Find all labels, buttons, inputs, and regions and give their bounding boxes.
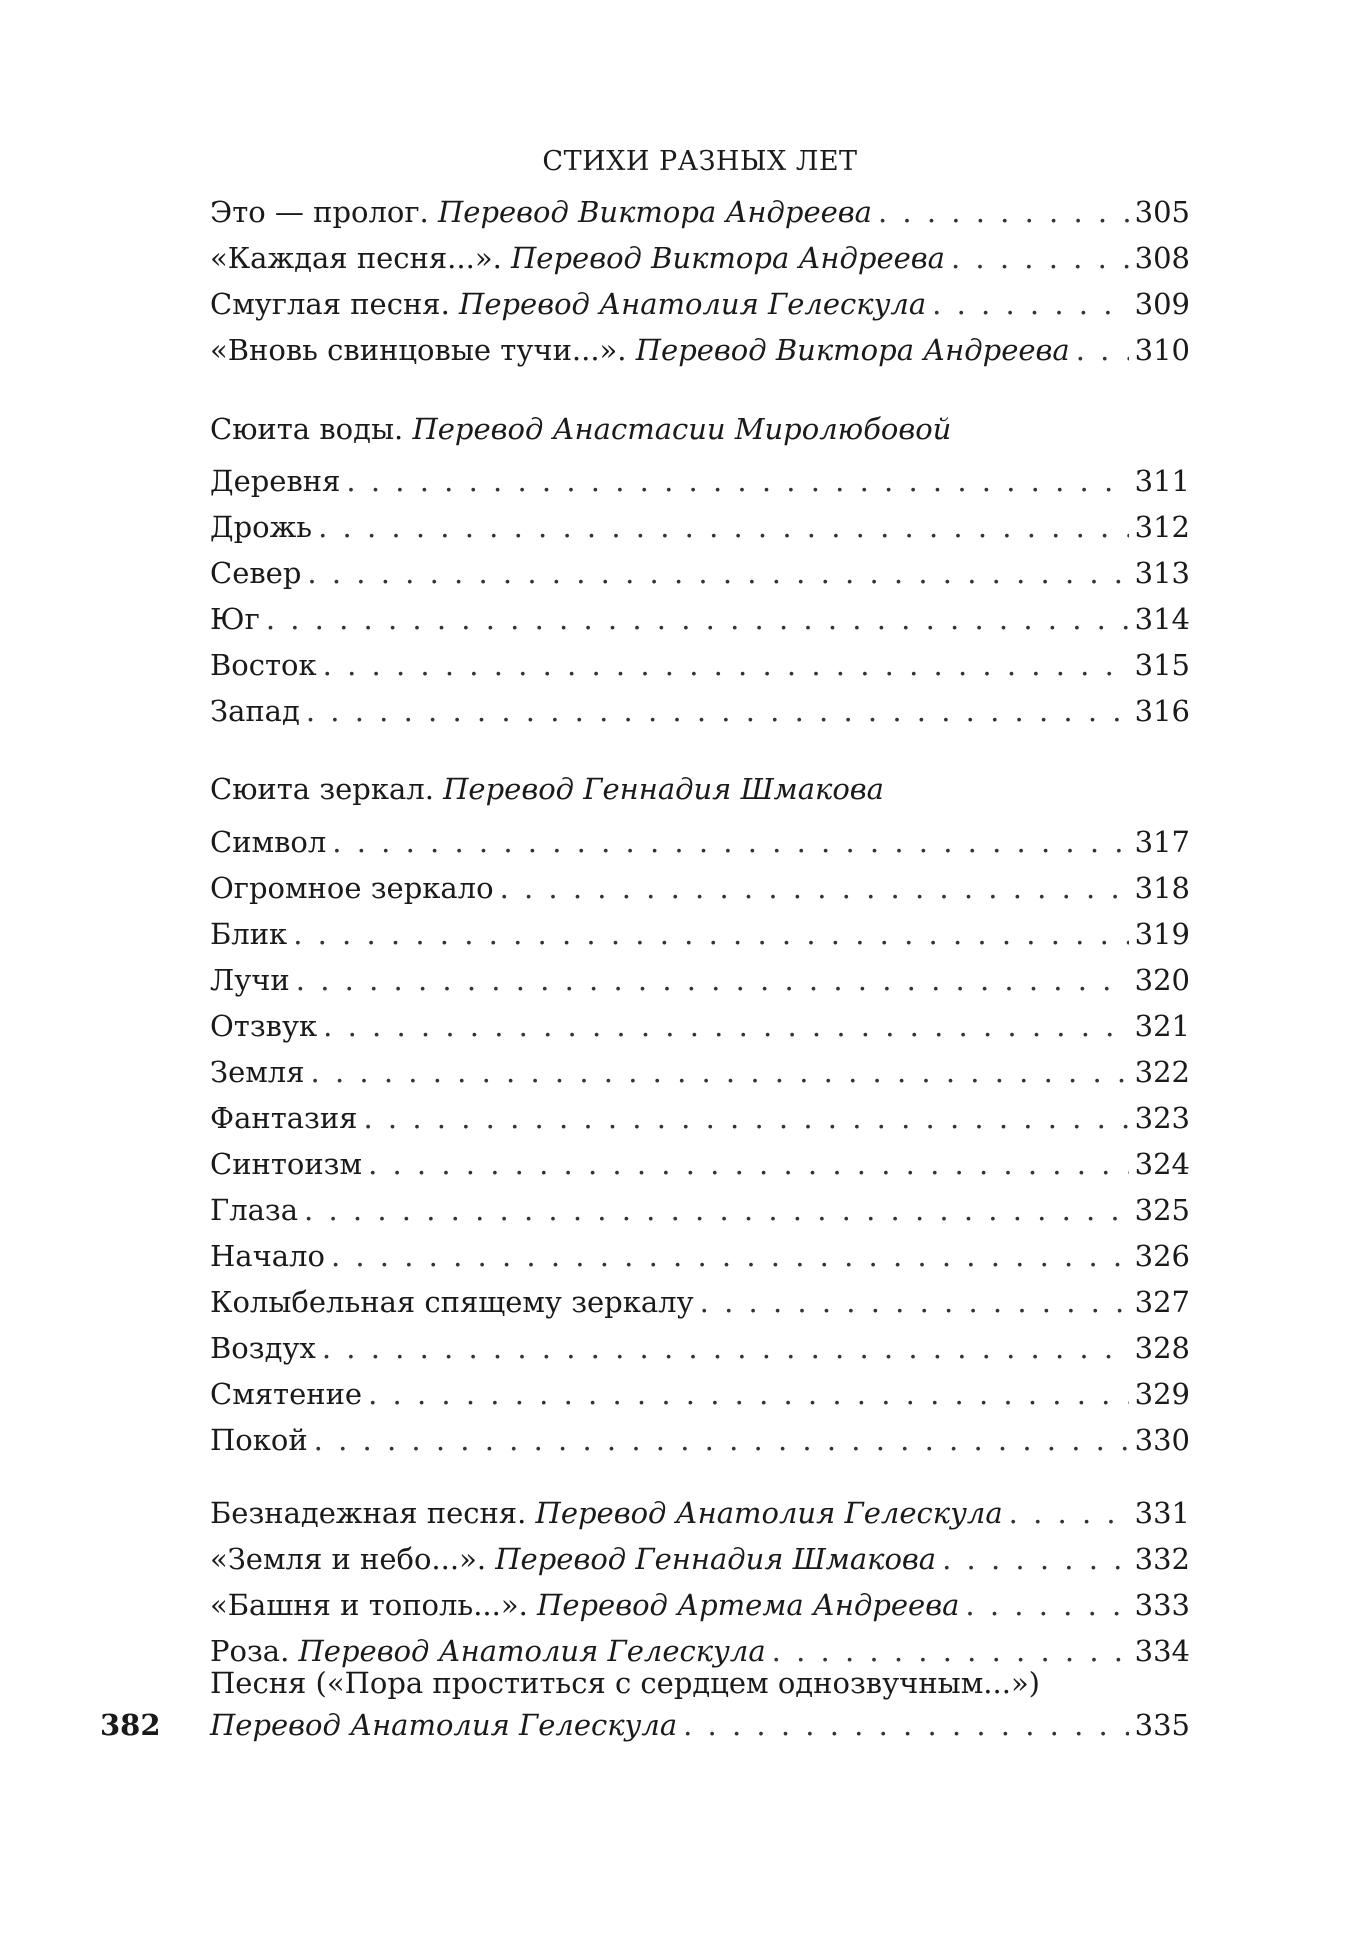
dot-leader — [332, 825, 1128, 859]
entry-title: Глаза — [210, 1193, 299, 1227]
entry-page: 324 — [1134, 1147, 1190, 1181]
toc-entry — [210, 694, 1190, 740]
suite-title: Сюита воды. — [210, 412, 404, 446]
toc-entry — [210, 871, 1190, 917]
entry-page: 329 — [1134, 1377, 1190, 1411]
entry-title: «Каждая песня...». — [210, 241, 502, 275]
entry-translator: Перевод Виктора Андреева — [635, 333, 1070, 367]
dot-leader — [293, 917, 1128, 951]
suite-mirrors-heading — [210, 772, 1190, 806]
entry-page: 322 — [1134, 1055, 1190, 1089]
entry-page: 327 — [1134, 1285, 1190, 1319]
toc-entry — [210, 1101, 1190, 1147]
entry-title: Юг — [210, 602, 260, 636]
dot-leader — [266, 602, 1129, 636]
suite-translator: Перевод Анастасии Миролюбовой — [412, 412, 952, 446]
entry-translator: Перевод Анатолия Гелескула — [210, 1708, 678, 1742]
entry-translator: Перевод Виктора Андреева — [438, 195, 872, 229]
entry-title: Фантазия — [210, 1101, 358, 1135]
dot-leader — [951, 241, 1129, 275]
entry-title: Дрожь — [210, 510, 313, 544]
entry-page: 308 — [1134, 241, 1190, 275]
entry-page: 305 — [1134, 195, 1190, 229]
dot-leader — [346, 464, 1128, 498]
toc-entry — [210, 648, 1190, 694]
section-heading: СТИХИ РАЗНЫХ ЛЕТ — [542, 146, 858, 177]
entry-page: 328 — [1134, 1331, 1190, 1365]
entry-page: 331 — [1134, 1496, 1190, 1530]
entry-page: 316 — [1134, 694, 1190, 728]
entry-page: 326 — [1134, 1239, 1190, 1273]
entry-page: 312 — [1134, 510, 1190, 544]
dot-leader — [772, 1634, 1129, 1668]
toc-entry — [210, 1147, 1190, 1193]
dot-leader — [296, 963, 1129, 997]
entry-title: Воздух — [210, 1331, 316, 1365]
entry-page: 315 — [1134, 648, 1190, 682]
entry-page: 333 — [1134, 1588, 1190, 1622]
toc-entry — [210, 241, 1190, 287]
entry-title: Запад — [210, 694, 300, 728]
toc-entry — [210, 1009, 1190, 1055]
entry-title: Деревня — [210, 464, 341, 498]
entry-title: Блик — [210, 917, 288, 951]
dot-leader — [368, 1147, 1129, 1181]
entry-title: Огромное зеркало — [210, 871, 494, 905]
toc-entry — [210, 287, 1190, 333]
entry-page: 321 — [1134, 1009, 1190, 1043]
dot-leader — [304, 1193, 1129, 1227]
entry-page: 313 — [1134, 556, 1190, 590]
entry-translator: Перевод Анатолия Гелескула — [298, 1634, 766, 1668]
dot-leader — [368, 1377, 1129, 1411]
entry-translator: Перевод Артема Андреева — [537, 1588, 960, 1622]
entry-title: Смуглая песня. — [210, 287, 450, 321]
dot-leader — [878, 195, 1129, 229]
suite-title: Сюита зеркал. — [210, 772, 434, 806]
dot-leader — [306, 694, 1129, 728]
entry-translator: Перевод Геннадия Шмакова — [495, 1542, 937, 1576]
entry-page: 309 — [1134, 287, 1190, 321]
dot-leader — [314, 1423, 1129, 1457]
toc-entry — [210, 1055, 1190, 1101]
toc-entry — [210, 1708, 1190, 1754]
entry-page: 314 — [1134, 602, 1190, 636]
toc-entry — [210, 917, 1190, 963]
entry-title: Отзвук — [210, 1009, 318, 1043]
entry-title: Смятение — [210, 1377, 363, 1411]
entry-page: 311 — [1134, 464, 1190, 498]
entry-page: 310 — [1134, 333, 1190, 367]
toc-entry — [210, 1331, 1190, 1377]
dot-leader — [363, 1101, 1128, 1135]
dot-leader — [942, 1542, 1129, 1576]
dot-leader — [700, 1285, 1129, 1319]
dot-leader — [311, 1055, 1129, 1089]
entry-page: 330 — [1134, 1423, 1190, 1457]
entry-page: 320 — [1134, 963, 1190, 997]
toc-entry — [210, 1193, 1190, 1239]
toc-entry — [210, 464, 1190, 510]
entry-translator: Перевод Анатолия Гелескула — [459, 287, 927, 321]
entry-page: 323 — [1134, 1101, 1190, 1135]
entry-page: 335 — [1134, 1708, 1190, 1742]
dot-leader — [318, 510, 1129, 544]
dot-leader — [500, 871, 1129, 905]
entry-title: Восток — [210, 648, 317, 682]
entry-title: Север — [210, 556, 302, 590]
dot-leader — [932, 287, 1128, 321]
dot-leader — [331, 1239, 1129, 1273]
dot-leader — [322, 1331, 1129, 1365]
entry-title: Роза. — [210, 1634, 290, 1668]
entry-page: 318 — [1134, 871, 1190, 905]
entry-title-line: Песня («Пора проститься с сердцем однозвучным...») — [210, 1666, 1040, 1700]
toc-entry — [210, 1285, 1190, 1331]
toc-entry — [210, 510, 1190, 556]
dot-leader — [1076, 333, 1129, 367]
entry-title: Лучи — [210, 963, 290, 997]
suite-water-heading — [210, 412, 1190, 446]
dot-leader — [1009, 1496, 1129, 1530]
entry-title: «Земля и небо...». — [210, 1542, 487, 1576]
entry-title: Покой — [210, 1423, 308, 1457]
toc-entry — [210, 1239, 1190, 1285]
entry-page: 317 — [1134, 825, 1190, 859]
dot-leader — [307, 556, 1128, 590]
entry-page: 325 — [1134, 1193, 1190, 1227]
toc-entry — [210, 195, 1190, 241]
toc-entry — [210, 1423, 1190, 1469]
dot-leader — [323, 1009, 1128, 1043]
dot-leader — [965, 1588, 1128, 1622]
entry-title: Синтоизм — [210, 1147, 363, 1181]
dot-leader — [323, 648, 1129, 682]
toc-entry — [210, 963, 1190, 1009]
entry-title: Это — пролог. — [210, 195, 429, 229]
toc-entry — [210, 1496, 1190, 1542]
toc-entry — [210, 1588, 1190, 1634]
entry-title: «Башня и тополь...». — [210, 1588, 528, 1622]
entry-title: Символ — [210, 825, 327, 859]
entry-translator: Перевод Анатолия Гелескула — [535, 1496, 1003, 1530]
entry-page: 319 — [1134, 917, 1190, 951]
entry-title: «Вновь свинцовые тучи...». — [210, 333, 627, 367]
entry-title: Колыбельная спящему зеркалу — [210, 1285, 694, 1319]
toc-entry — [210, 825, 1190, 871]
toc-entry — [210, 1377, 1190, 1423]
entry-page: 332 — [1134, 1542, 1190, 1576]
toc-entry — [210, 602, 1190, 648]
dot-leader — [683, 1708, 1129, 1742]
entry-translator: Перевод Виктора Андреева — [511, 241, 945, 275]
entry-title: Начало — [210, 1239, 325, 1273]
entry-title: Земля — [210, 1055, 305, 1089]
page-number: 382 — [100, 1708, 161, 1742]
toc-entry — [210, 1542, 1190, 1588]
entry-page: 334 — [1134, 1634, 1190, 1668]
toc-entry — [210, 556, 1190, 602]
entry-title: Безнадежная песня. — [210, 1496, 527, 1530]
suite-translator: Перевод Геннадия Шмакова — [443, 772, 884, 806]
toc-entry — [210, 333, 1190, 379]
